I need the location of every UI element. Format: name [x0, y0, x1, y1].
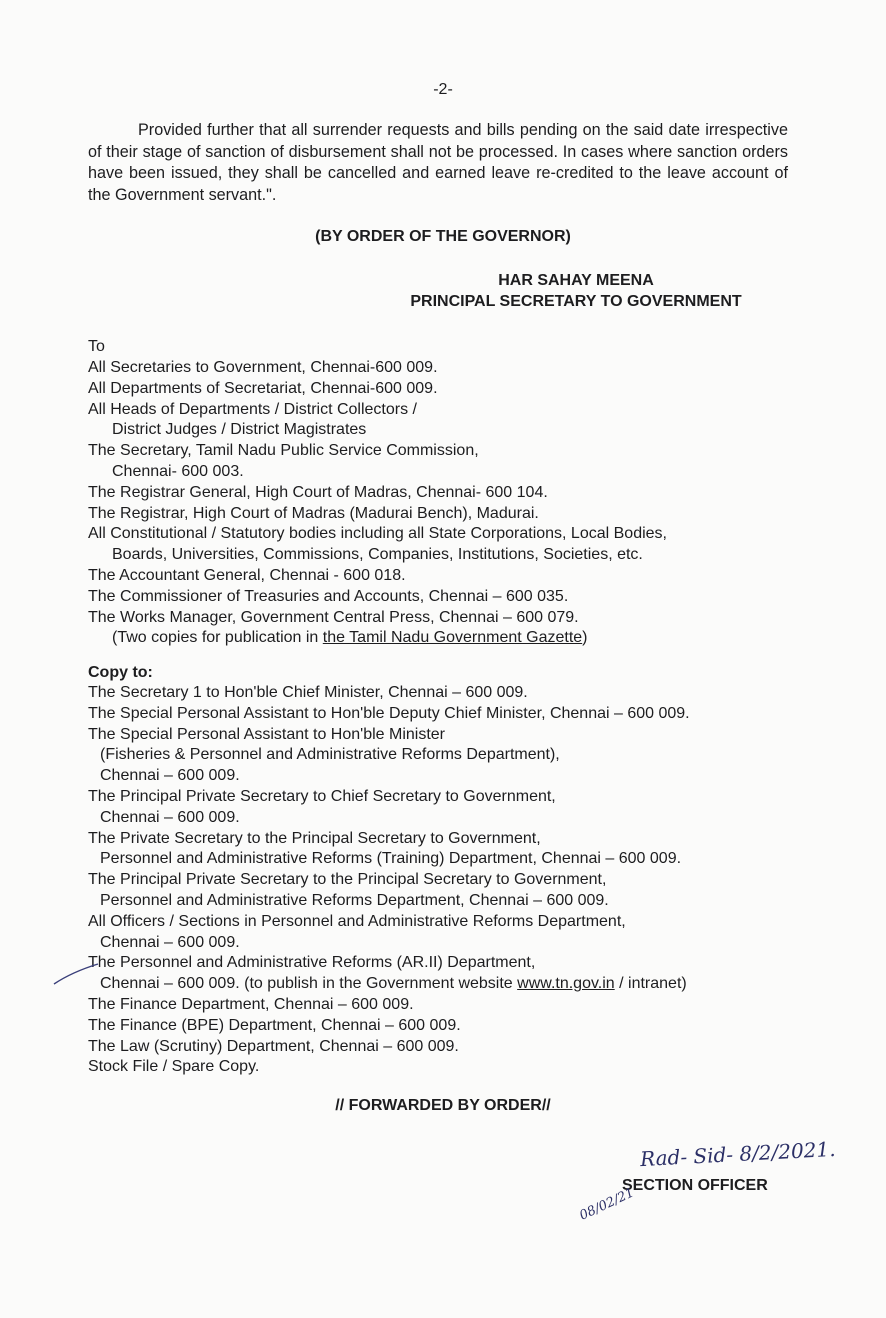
list-item: The Registrar General, High Court of Madras, Chennai- 600 104. [88, 483, 548, 501]
forwarded-by-order: // FORWARDED BY ORDER// [335, 1097, 551, 1114]
list-item: The Personnel and Administrative Reforms (AR.II) Department, Chennai – 600 009. (to publish in the Government website www.tn.gov.in / intranet) [88, 954, 687, 993]
list-item: The Special Personal Assistant to Hon'ble Deputy Chief Minister, Chennai – 600 009. [88, 704, 690, 722]
section-officer-title: SECTION OFFICER [622, 1177, 768, 1194]
list-item: The Works Manager, Government Central Press, Chennai – 600 079. (Two copies for publication in the Tamil Nadu Government Gazette) [88, 608, 588, 647]
by-order-heading: (BY ORDER OF THE GOVERNOR) [315, 228, 571, 245]
handwritten-initials: 08/02/21 [577, 1185, 637, 1224]
list-item: The Principal Private Secretary to Chief Secretary to Government, Chennai – 600 009. [88, 787, 556, 826]
page-number: -2- [433, 81, 453, 98]
list-item: The Registrar, High Court of Madras (Madurai Bench), Madurai. [88, 504, 539, 522]
gazette-link: the Tamil Nadu Government Gazette [322, 629, 583, 647]
list-item: All Constitutional / Statutory bodies including all State Corporations, Local Bodies, Boards, Universities, Commissions, Companies, Institutions, Societies, etc. [88, 525, 667, 564]
proviso-paragraph: Provided further that all surrender requests and bills pending on the said date irrespective of their stage of sanction of disbursement shall not be processed. In cases where sanction orders have been issued, they shall be cancelled and earned leave re-credited to the leave account of the Government servant.". [88, 121, 788, 204]
copy-to-label: Copy to: [88, 664, 153, 681]
list-item: All Secretaries to Government, Chennai-600 009. [88, 359, 438, 376]
list-item: The Commissioner of Treasuries and Accounts, Chennai – 600 035. [88, 587, 569, 605]
list-item: All Departments of Secretariat, Chennai-600 009. [88, 379, 438, 397]
list-item: The Special Personal Assistant to Hon'ble Minister (Fisheries & Personnel and Administrative Reforms Department), Chennai – 600 009. [88, 725, 560, 785]
list-item: The Private Secretary to the Principal Secretary to Government, Personnel and Administrative Reforms (Training) Department, Chennai – 600 009. [88, 829, 682, 868]
to-recipient-list [88, 358, 798, 649]
handwritten-signature: Rad- Sid- 8/2/2021. [639, 1136, 837, 1172]
list-item: The Law (Scrutiny) Department, Chennai – 600 009. [88, 1037, 459, 1055]
copy-to-list [88, 683, 798, 1078]
signatory-name: HAR SAHAY MEENA [498, 272, 654, 289]
list-item: The Secretary 1 to Hon'ble Chief Minister, Chennai – 600 009. [88, 684, 528, 701]
website-link[interactable]: www.tn.gov.in [517, 975, 615, 993]
list-item: The Finance Department, Chennai – 600 009. [88, 995, 414, 1013]
list-item: All Officers / Sections in Personnel and Administrative Reforms Department, Chennai – 600 009. [88, 912, 626, 951]
list-item: The Secretary, Tamil Nadu Public Service Commission, Chennai- 600 003. [88, 442, 479, 480]
list-item: The Accountant General, Chennai - 600 018. [88, 566, 406, 584]
list-item: All Heads of Departments / District Collectors / District Judges / District Magistrates [88, 400, 417, 439]
signatory-block [376, 270, 776, 312]
list-item: The Finance (BPE) Department, Chennai – 600 009. [88, 1016, 461, 1034]
signatory-title: PRINCIPAL SECRETARY TO GOVERNMENT [410, 293, 742, 310]
pen-tick-mark [52, 958, 102, 988]
list-item: Stock File / Spare Copy. [88, 1058, 260, 1076]
list-item: The Principal Private Secretary to the Principal Secretary to Government, Personnel and Administrative Reforms Department, Chennai – 600 009. [88, 871, 609, 909]
to-label: To [88, 338, 105, 355]
